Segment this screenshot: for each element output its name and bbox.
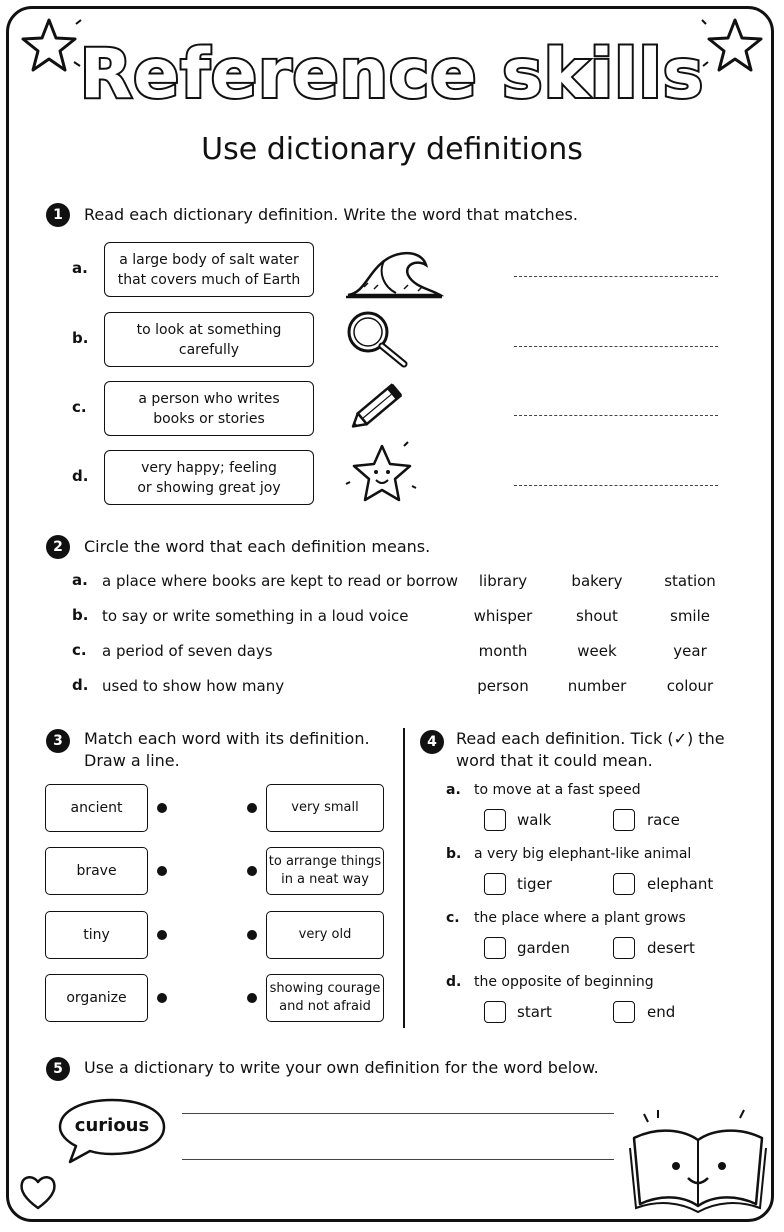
magnifying-glass-icon [344, 308, 414, 370]
match-word: brave [45, 847, 148, 895]
definition-text: a very big elephant-like animal [474, 846, 692, 862]
match-dot[interactable] [157, 993, 167, 1003]
section1-instruction: Read each dictionary definition. Write the word that matches. [84, 205, 578, 224]
section-number-1: 1 [46, 203, 70, 227]
item-letter: a. [446, 782, 461, 798]
match-definition: to arrange things in a neat way [266, 847, 384, 895]
item-letter: a. [72, 259, 88, 277]
definition-text: a period of seven days [102, 642, 273, 660]
item-letter: a. [72, 571, 88, 589]
item-letter: b. [446, 846, 462, 862]
match-dot[interactable] [247, 930, 257, 940]
writing-line[interactable] [182, 1158, 614, 1160]
target-word: curious [74, 1115, 150, 1136]
definition-text: the opposite of beginning [474, 974, 654, 990]
item-letter: c. [72, 641, 87, 659]
definition-box: a large body of salt water that covers much of Earth [104, 242, 314, 297]
tick-box[interactable] [613, 873, 635, 895]
match-dot[interactable] [247, 803, 257, 813]
tick-box[interactable] [613, 937, 635, 959]
match-definition: very old [266, 911, 384, 959]
option-label: tiger [517, 875, 552, 893]
word-choice[interactable]: library [478, 572, 528, 590]
section3-instruction: Match each word with its definition. [84, 729, 370, 748]
match-dot[interactable] [157, 803, 167, 813]
match-word: tiny [45, 911, 148, 959]
column-divider [403, 728, 405, 1028]
word-choice[interactable]: number [567, 677, 627, 695]
section-number-4: 4 [420, 730, 444, 754]
word-choice[interactable]: year [673, 642, 707, 660]
match-dot[interactable] [247, 993, 257, 1003]
definition-box: very happy; feeling or showing great joy [104, 450, 314, 505]
word-choice[interactable]: whisper [473, 607, 533, 625]
option-label: start [517, 1003, 552, 1021]
item-letter: b. [72, 606, 89, 624]
tick-box[interactable] [484, 937, 506, 959]
definition-box: a person who writes books or stories [104, 381, 314, 436]
word-choice[interactable]: person [477, 677, 529, 695]
definition-text: the place where a plant grows [474, 910, 686, 926]
word-choice[interactable]: smile [670, 607, 710, 625]
tick-box[interactable] [613, 809, 635, 831]
answer-line[interactable] [514, 345, 718, 347]
word-choice[interactable]: shout [576, 607, 618, 625]
item-letter: c. [72, 398, 87, 416]
wave-icon [344, 243, 444, 299]
definition-text: to move at a fast speed [474, 782, 641, 798]
section4-instruction-2: word that it could mean. [456, 751, 653, 770]
match-dot[interactable] [157, 930, 167, 940]
tick-box[interactable] [613, 1001, 635, 1023]
definition-text: a place where books are kept to read or borrow [102, 572, 459, 590]
word-choice[interactable]: bakery [571, 572, 623, 590]
word-choice[interactable]: station [664, 572, 716, 590]
match-word: ancient [45, 784, 148, 832]
match-definition: showing courage and not afraid [266, 974, 384, 1022]
option-label: garden [517, 939, 570, 957]
match-dot[interactable] [157, 866, 167, 876]
section3-instruction-2: Draw a line. [84, 751, 180, 770]
match-definition: very small [266, 784, 384, 832]
item-letter: d. [72, 676, 89, 694]
heart-icon [16, 1170, 60, 1214]
tick-box[interactable] [484, 809, 506, 831]
word-choice[interactable]: month [478, 642, 528, 660]
match-dot[interactable] [247, 866, 257, 876]
section4-instruction: Read each definition. Tick (✓) the [456, 729, 725, 748]
item-letter: b. [72, 329, 89, 347]
option-label: race [647, 811, 680, 829]
tick-box[interactable] [484, 873, 506, 895]
answer-line[interactable] [514, 275, 718, 277]
smiling-star-icon [344, 440, 420, 508]
option-label: elephant [647, 875, 714, 893]
section5-instruction: Use a dictionary to write your own definition for the word below. [84, 1058, 599, 1077]
definition-text: to say or write something in a loud voice [102, 607, 409, 625]
definition-box: to look at something carefully [104, 312, 314, 367]
item-letter: c. [446, 910, 460, 926]
answer-line[interactable] [514, 414, 718, 416]
option-label: walk [517, 811, 552, 829]
option-label: desert [647, 939, 695, 957]
definition-text: used to show how many [102, 677, 285, 695]
section-number-3: 3 [46, 729, 70, 753]
word-choice[interactable]: week [577, 642, 617, 660]
page-subtitle: Use dictionary definitions [201, 132, 583, 167]
word-choice[interactable]: colour [666, 677, 714, 695]
item-letter: d. [72, 467, 89, 485]
section-number-5: 5 [46, 1057, 70, 1081]
section-number-2: 2 [46, 535, 70, 559]
smiling-book-icon [628, 1108, 768, 1216]
tick-box[interactable] [484, 1001, 506, 1023]
pencil-icon [344, 376, 414, 436]
writing-line[interactable] [182, 1112, 614, 1114]
match-word: organize [45, 974, 148, 1022]
answer-line[interactable] [514, 484, 718, 486]
option-label: end [647, 1003, 676, 1021]
section2-instruction: Circle the word that each definition means. [84, 537, 431, 556]
item-letter: d. [446, 974, 462, 990]
page-title: Reference skills [79, 35, 705, 114]
